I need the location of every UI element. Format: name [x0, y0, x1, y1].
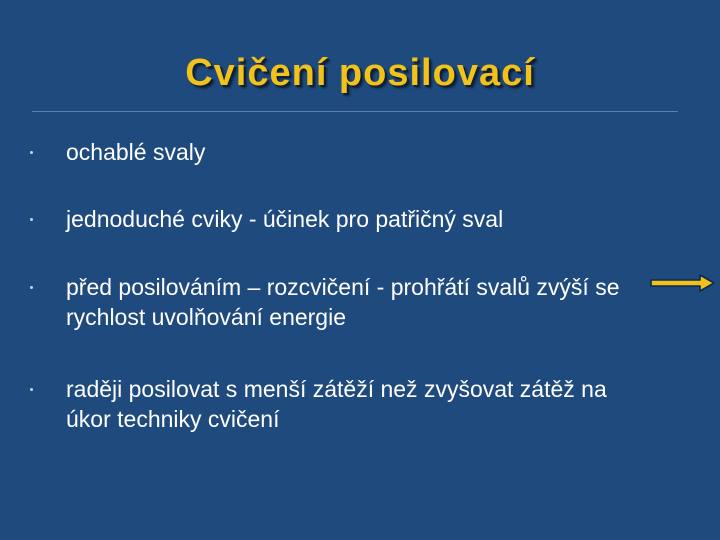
bullet-text: raději posilovat s menší zátěží než zvyšovat zátěž na úkor techniky cvičení [66, 376, 607, 432]
slide-title: Cvičení posilovací [185, 52, 535, 94]
bullet-dot-icon [30, 218, 33, 221]
bullet-dot-icon [30, 388, 33, 391]
bullet-dot-icon [30, 286, 33, 289]
bullet-text: ochablé svaly [66, 139, 206, 165]
right-arrow-icon [648, 269, 718, 297]
bullet-text: jednoduché cviky - účinek pro patřičný sval [66, 206, 504, 232]
bullet-text: před posilováním – rozcvičení - prohřátí svalů zvýší se rychlost uvolňování energie [66, 274, 620, 330]
bullet-dot-icon [30, 151, 33, 154]
